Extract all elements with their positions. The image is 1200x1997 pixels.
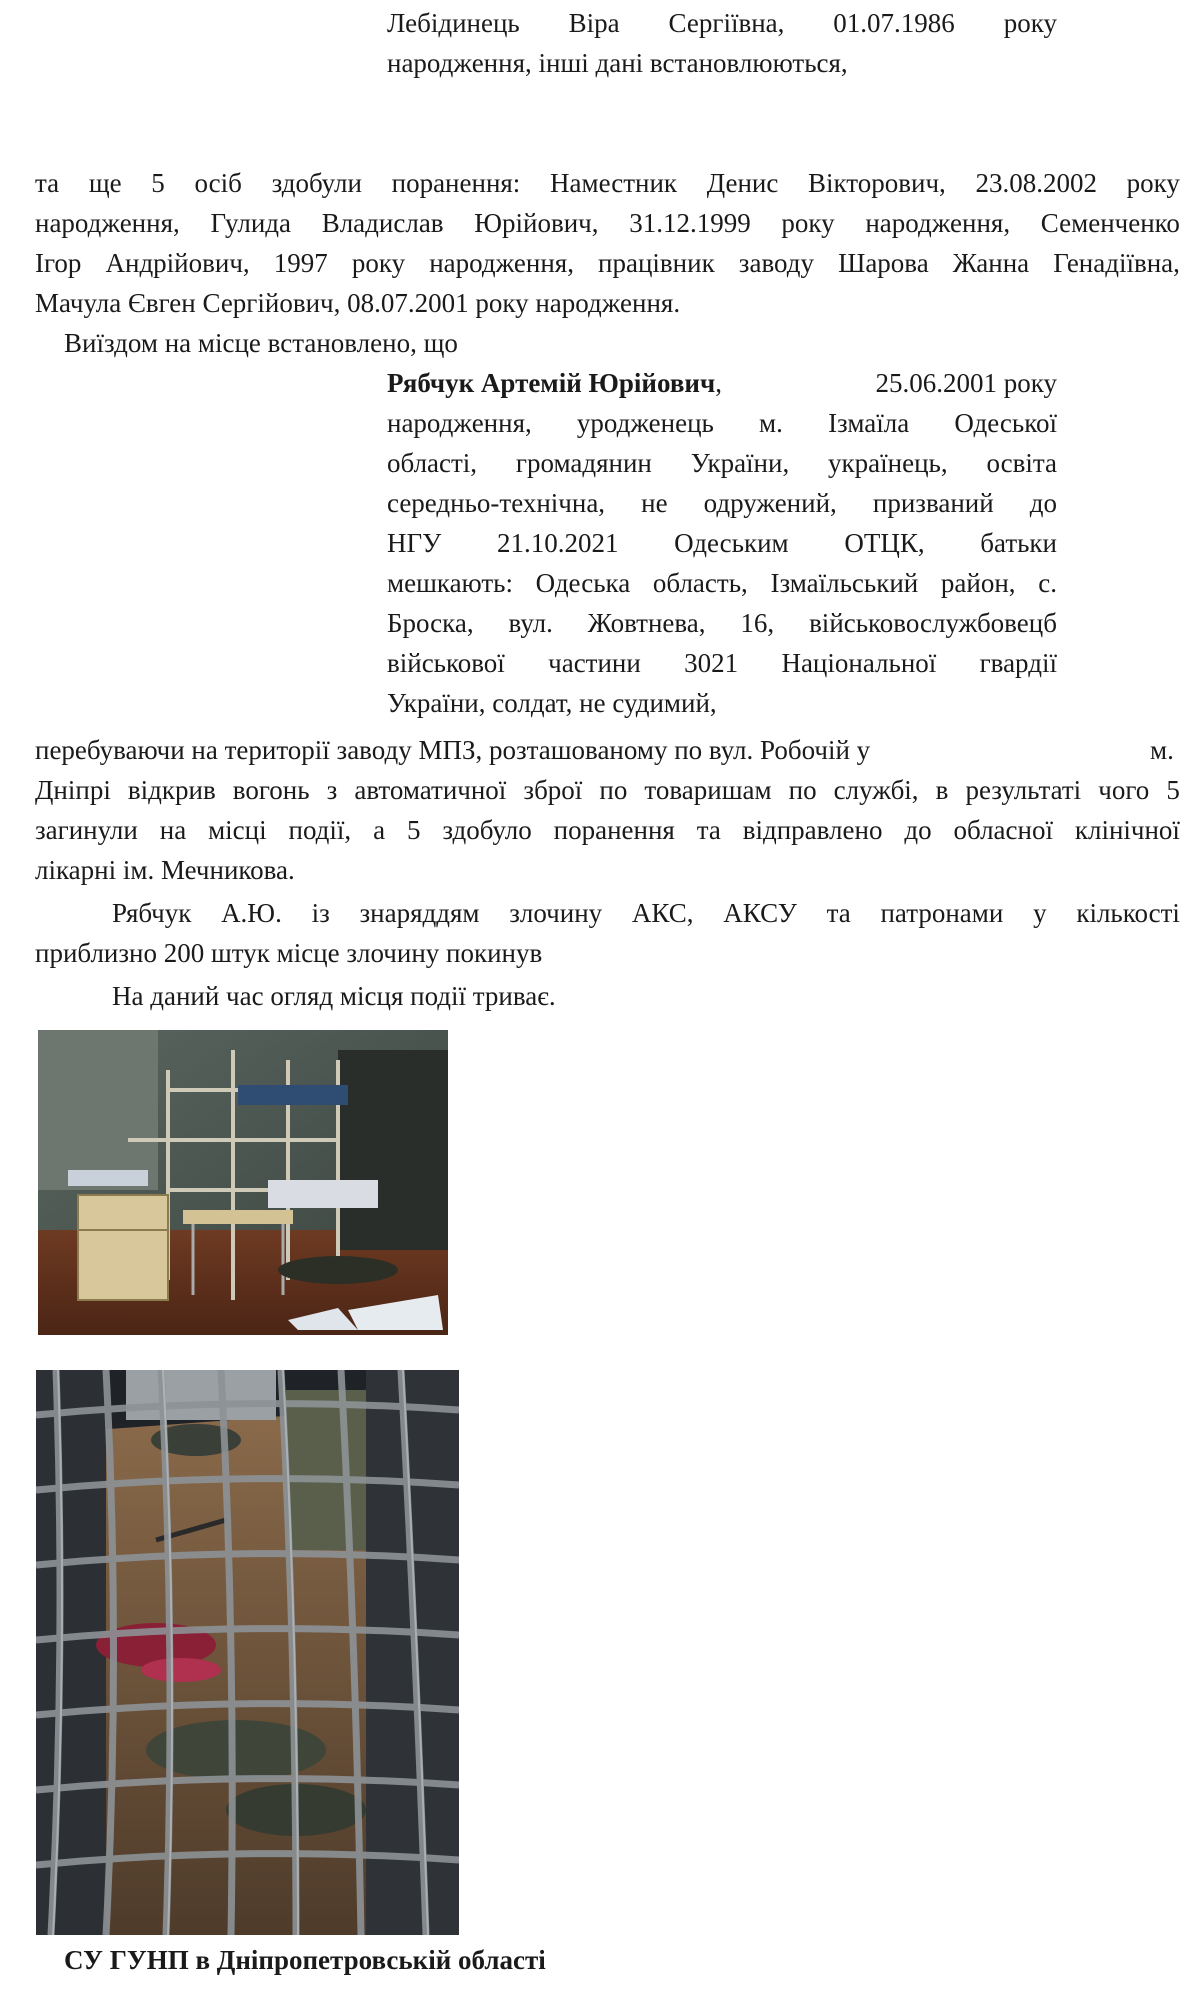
word: НГУ bbox=[387, 528, 442, 558]
word: в bbox=[935, 775, 949, 805]
word: А.Ю. bbox=[221, 898, 282, 928]
word: до bbox=[904, 815, 932, 845]
word: Генадіївна, bbox=[1053, 248, 1180, 278]
word: Ізмаїла bbox=[828, 408, 910, 438]
suspect-line bbox=[387, 363, 1057, 403]
word: з bbox=[326, 775, 338, 805]
word: року bbox=[1126, 168, 1180, 198]
text-line-18 bbox=[35, 770, 1180, 810]
suspect-name: Рябчук Артемій Юрійович bbox=[387, 368, 716, 398]
word: до bbox=[1029, 488, 1057, 518]
text-line-21 bbox=[112, 893, 1180, 933]
word: 5 bbox=[406, 815, 421, 845]
word: автоматичної bbox=[354, 775, 507, 805]
text-line-11 bbox=[387, 483, 1057, 523]
word: батьки bbox=[980, 528, 1057, 558]
text-line-2: народження, інші дані встановлюються, bbox=[387, 48, 848, 78]
text-line-19 bbox=[35, 810, 1180, 850]
text-line-22: приблизно 200 штук місце злочину покинув bbox=[35, 938, 543, 968]
text-line-5 bbox=[35, 243, 1180, 283]
word: 01.07.1986 bbox=[833, 8, 955, 38]
word: на bbox=[159, 815, 187, 845]
suspect-comma: , bbox=[715, 368, 722, 398]
word: освіта bbox=[986, 448, 1057, 478]
text-line-1 bbox=[387, 3, 1057, 43]
word: Національної bbox=[781, 648, 937, 678]
suspect-birth: 25.06.2001 року bbox=[875, 368, 1057, 398]
word: знаряддям bbox=[359, 898, 480, 928]
word: кількості bbox=[1076, 898, 1180, 928]
word: Сергіївна, bbox=[668, 8, 785, 38]
word: одружений, bbox=[703, 488, 837, 518]
word: Одеська bbox=[535, 568, 631, 598]
word: місці bbox=[208, 815, 267, 845]
word: Вікторович, bbox=[808, 168, 946, 198]
word: по bbox=[599, 775, 628, 805]
word: 31.12.1999 bbox=[629, 208, 751, 238]
word: 21.10.2021 bbox=[496, 528, 619, 558]
word: область, bbox=[652, 568, 748, 598]
word: Владислав bbox=[321, 208, 444, 238]
word: народження, bbox=[865, 208, 1011, 238]
word: клінічної bbox=[1074, 815, 1180, 845]
word: вул. bbox=[508, 608, 553, 638]
word: ще bbox=[88, 168, 122, 198]
word: заводу bbox=[738, 248, 814, 278]
word: народження, bbox=[35, 208, 180, 238]
word: Віра bbox=[568, 8, 620, 38]
word: Рябчук bbox=[112, 898, 192, 928]
word: середньо-технічна, bbox=[387, 488, 606, 518]
crime-scene-photo-barracks bbox=[38, 1030, 448, 1335]
word: патронами bbox=[880, 898, 1004, 928]
word: Жовтнева, bbox=[587, 608, 706, 638]
word: зброї bbox=[523, 775, 583, 805]
text-line-15 bbox=[387, 643, 1057, 683]
word: України, bbox=[690, 448, 790, 478]
word: осіб bbox=[194, 168, 242, 198]
word: 5 bbox=[151, 168, 165, 198]
word: частини bbox=[548, 648, 641, 678]
word: року bbox=[1003, 8, 1057, 38]
word: та bbox=[35, 168, 60, 198]
text-line-23: На даний час огляд місця події триває. bbox=[112, 981, 556, 1011]
word: чого bbox=[1098, 775, 1150, 805]
word: вогонь bbox=[232, 775, 310, 805]
text-line-17b: м. bbox=[1150, 735, 1174, 765]
word: АКСУ bbox=[723, 898, 797, 928]
word: поранення bbox=[553, 815, 675, 845]
word: 23.08.2002 bbox=[975, 168, 1097, 198]
word: ОТЦК, bbox=[844, 528, 925, 558]
text-line-9 bbox=[387, 403, 1057, 443]
word: злочину bbox=[509, 898, 603, 928]
word: призваний bbox=[872, 488, 994, 518]
word: а bbox=[373, 815, 386, 845]
word: товаришам bbox=[644, 775, 772, 805]
word: Дніпрі bbox=[35, 775, 111, 805]
word: здобули bbox=[271, 168, 362, 198]
word: військовослужбовецб bbox=[809, 608, 1057, 638]
text-line-10 bbox=[387, 443, 1057, 483]
word: військової bbox=[387, 648, 505, 678]
word: із bbox=[311, 898, 330, 928]
word: 5 bbox=[1166, 775, 1180, 805]
word: Андрійович, bbox=[105, 248, 250, 278]
word: Юрійович, bbox=[474, 208, 599, 238]
word: с. bbox=[1038, 568, 1057, 598]
text-line-3 bbox=[35, 163, 1180, 203]
text-line-6: Мачула Євген Сергійович, 08.07.2001 року народження. bbox=[35, 288, 681, 318]
word: м. bbox=[759, 408, 783, 438]
word: Лебідинець bbox=[387, 8, 520, 38]
word: року bbox=[781, 208, 835, 238]
word: народження, bbox=[387, 408, 532, 438]
word: відкрив bbox=[127, 775, 216, 805]
word: та bbox=[696, 815, 721, 845]
word: обласної bbox=[953, 815, 1053, 845]
word: гвардії bbox=[979, 648, 1057, 678]
text-line-12 bbox=[387, 523, 1057, 563]
word: події, bbox=[288, 815, 352, 845]
word: українець, bbox=[828, 448, 948, 478]
signature: СУ ГУНП в Дніпропетровській області bbox=[64, 1945, 546, 1975]
word: у bbox=[1033, 898, 1047, 928]
word: Одеським bbox=[674, 528, 789, 558]
text-line-20: лікарні ім. Мечникова. bbox=[35, 855, 295, 885]
word: громадянин bbox=[515, 448, 652, 478]
text-line-4 bbox=[35, 203, 1180, 243]
word: Шарова bbox=[838, 248, 929, 278]
word: Ігор bbox=[35, 248, 82, 278]
text-line-17: перебуваючи на території заводу МПЗ, розташованому по вул. Робочій у bbox=[35, 735, 871, 765]
word: Наместник bbox=[550, 168, 678, 198]
word: 3021 bbox=[684, 648, 739, 678]
word: загинули bbox=[35, 815, 138, 845]
word: 1997 bbox=[273, 248, 328, 278]
word: результаті bbox=[965, 775, 1082, 805]
word: Жанна bbox=[952, 248, 1030, 278]
word: 16, bbox=[740, 608, 775, 638]
word: відправлено bbox=[742, 815, 883, 845]
crime-scene-photo-grid bbox=[36, 1370, 459, 1935]
word: Денис bbox=[706, 168, 779, 198]
word: та bbox=[826, 898, 851, 928]
word: уродженець bbox=[576, 408, 714, 438]
text-line-16: України, солдат, не судимий, bbox=[387, 688, 717, 718]
word: області, bbox=[387, 448, 478, 478]
word: Ізмаїльський bbox=[770, 568, 919, 598]
word: поранення: bbox=[391, 168, 521, 198]
word: Семенченко bbox=[1040, 208, 1180, 238]
word: працівник bbox=[598, 248, 715, 278]
word: народження, bbox=[429, 248, 574, 278]
word: службі, bbox=[833, 775, 919, 805]
word: АКС, bbox=[631, 898, 694, 928]
word: по bbox=[788, 775, 817, 805]
word: Гулида bbox=[210, 208, 291, 238]
text-line-13 bbox=[387, 563, 1057, 603]
word: Броска, bbox=[387, 608, 474, 638]
word: здобуло bbox=[442, 815, 532, 845]
word: не bbox=[641, 488, 668, 518]
text-line-7: Виїздом на місце встановлено, що bbox=[64, 328, 458, 358]
text-line-14 bbox=[387, 603, 1057, 643]
word: року bbox=[351, 248, 406, 278]
word: район, bbox=[940, 568, 1016, 598]
word: мешкають: bbox=[387, 568, 513, 598]
word: Одеської bbox=[954, 408, 1057, 438]
